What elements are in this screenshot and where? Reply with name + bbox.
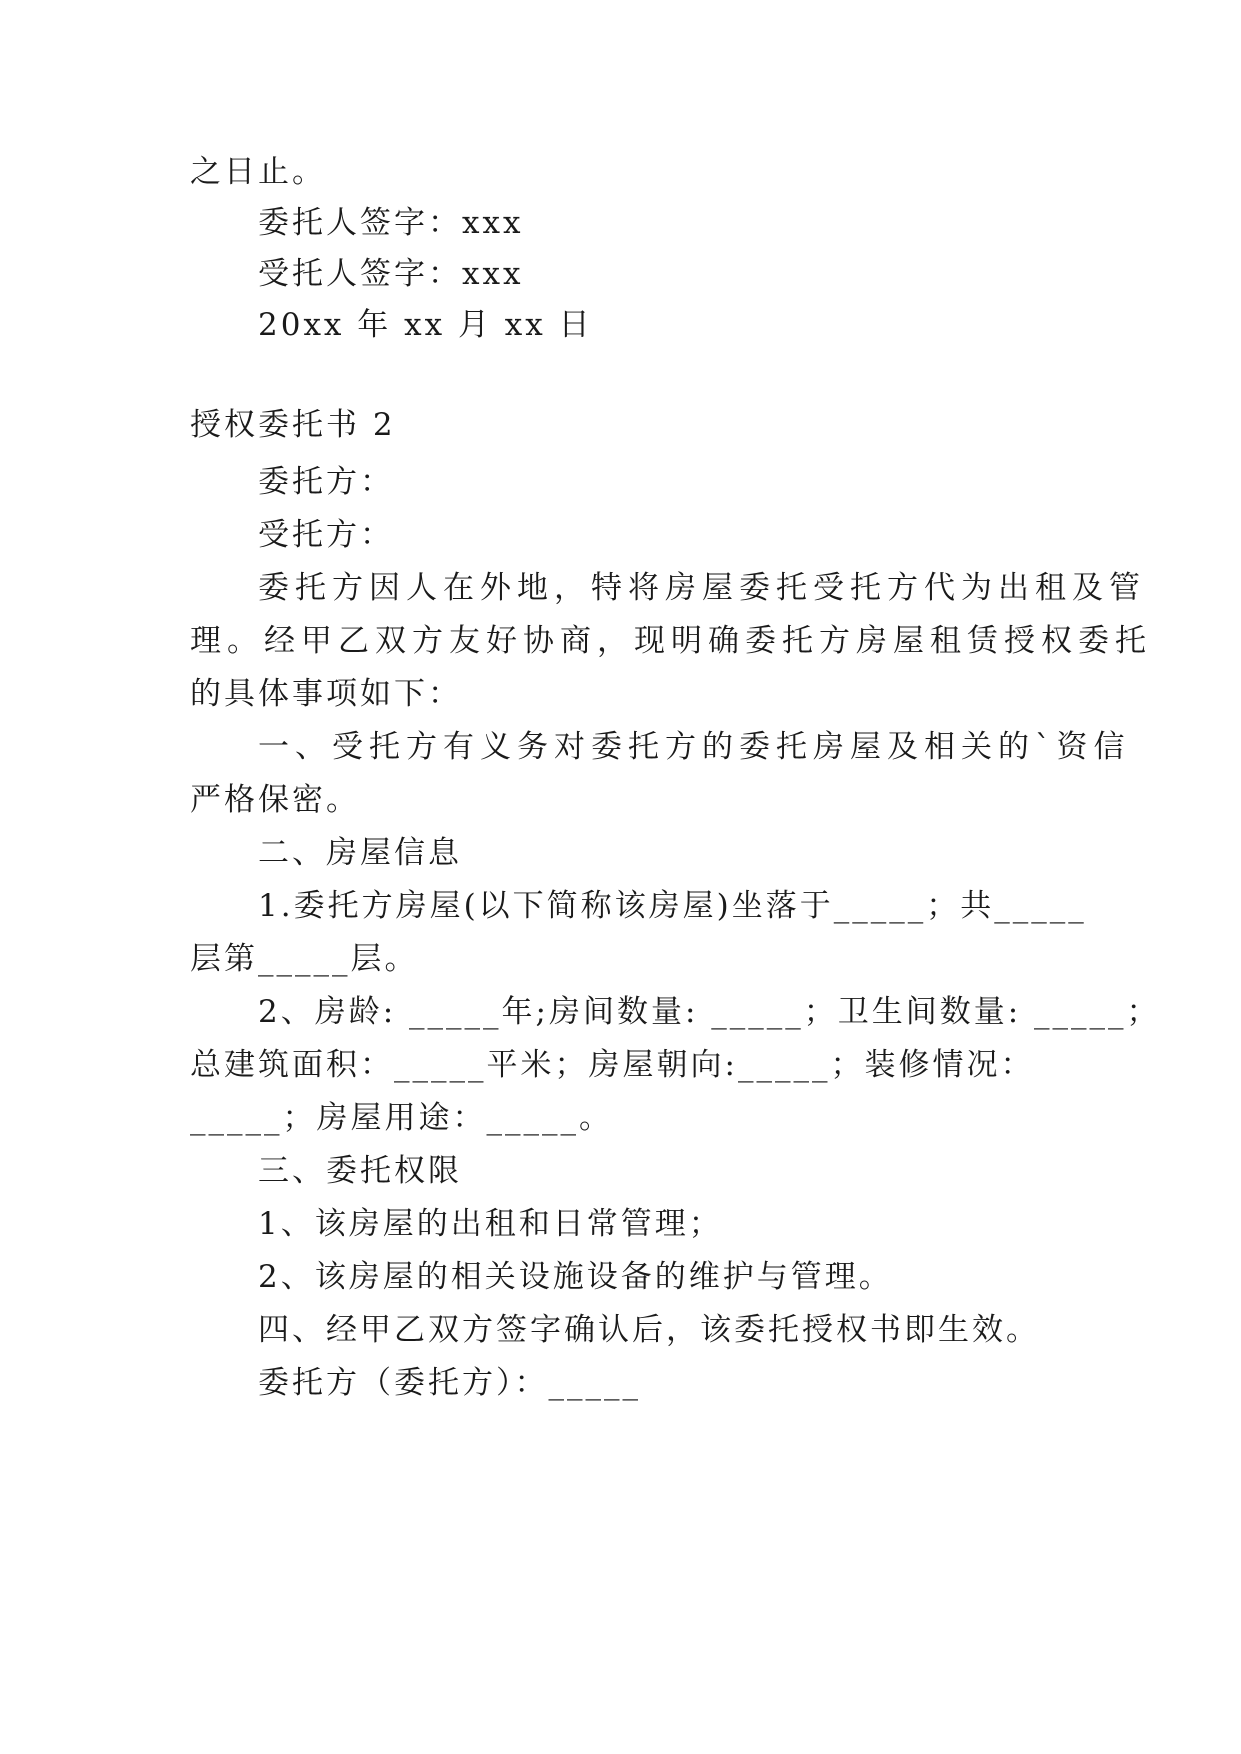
section-title: 授权委托书 2 — [190, 407, 396, 443]
clause2-item1-line-2: 层第_____层。 — [190, 941, 419, 977]
clause3-item1: 1、该房屋的出租和日常管理； — [258, 1206, 723, 1242]
agent-signature: 受托人签字：xxx — [258, 256, 524, 292]
clause2-item2-line-1: 2、房龄: _____年;房间数量: _____；卫生间数量: _____； — [258, 994, 1161, 1030]
clause2-item2-line-3: _____；房屋用途：_____。 — [190, 1100, 613, 1136]
clause2-heading: 二、房屋信息 — [258, 835, 462, 871]
intro-line-2: 理。经甲乙双方友好协商，现明确委托方房屋租赁授权委托 — [190, 623, 1152, 659]
intro-line-3: 的具体事项如下： — [190, 676, 462, 712]
intro-line-1: 委托方因人在外地，特将房屋委托受托方代为出租及管 — [258, 570, 1146, 606]
clause1-line-1: 一、受托方有义务对委托方的委托房屋及相关的`资信 — [258, 729, 1131, 765]
clause4: 四、经甲乙双方签字确认后，该委托授权书即生效。 — [258, 1312, 1040, 1348]
line-end-text: 之日止。 — [190, 154, 326, 190]
closing-signature: 委托方（委托方）：_____ — [258, 1365, 641, 1401]
signing-date: 20xx 年 xx 月 xx 日 — [258, 307, 593, 343]
clause1-line-2: 严格保密。 — [190, 782, 360, 818]
clause3-heading: 三、委托权限 — [258, 1153, 462, 1189]
clause2-item2-line-2: 总建筑面积：_____平米；房屋朝向:_____；装修情况： — [190, 1047, 1035, 1083]
agent-party: 受托方： — [258, 517, 394, 553]
principal-signature: 委托人签字：xxx — [258, 205, 524, 241]
principal-party: 委托方： — [258, 464, 394, 500]
clause2-item1-line-1: 1.委托方房屋(以下简称该房屋)坐落于_____；共_____ — [258, 888, 1087, 924]
clause3-item2: 2、该房屋的相关设施设备的维护与管理。 — [258, 1259, 893, 1295]
